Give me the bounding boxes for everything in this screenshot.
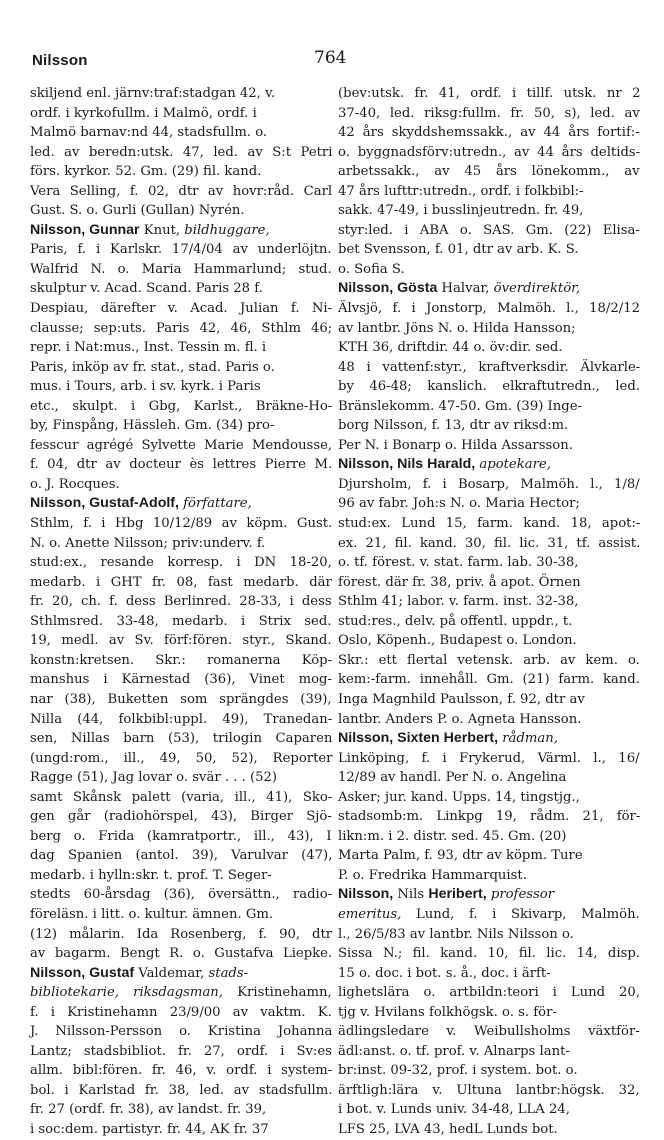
text-line bbox=[338, 104, 640, 124]
entry-text: medarb. i GHT fr. 08, fast medarb. där bbox=[30, 574, 332, 590]
text-line bbox=[30, 221, 332, 241]
entry-text: Knut, bbox=[139, 222, 185, 238]
entry-text: Älvsjö, f. i Jonstorp, Malmöh. l., 18/2/12 bbox=[338, 301, 640, 317]
text-line bbox=[30, 905, 332, 925]
text-line bbox=[30, 729, 332, 749]
text-line bbox=[30, 592, 332, 612]
entry-text: manshus i Kärnestad (36), Vinet mog- bbox=[30, 672, 332, 688]
entry-text: sen, Nillas barn (53), trilogin Caparen bbox=[30, 731, 333, 747]
entry-text: bol. i Karlstad fr. 38, led. av stadsfullm. bbox=[30, 1082, 333, 1098]
entry-text: ex. 21, fil. kand. 30, fil. lic. 31, tf. assist. bbox=[338, 535, 641, 551]
text-line bbox=[338, 397, 640, 417]
entry-text: 48 i vattenf:styr., kraftverksdir. Älvkarle- bbox=[338, 359, 641, 375]
text-line bbox=[30, 299, 332, 319]
entry-text: lantbr. Anders P. o. Agneta Hansson. bbox=[338, 711, 582, 727]
entry-text: Vera Selling, f. 02, dtr av hovr:råd. Carl bbox=[30, 183, 333, 199]
entry-headword: Nilsson, Gustaf-Adolf, bbox=[30, 495, 179, 512]
text-line bbox=[30, 827, 332, 847]
text-line bbox=[338, 749, 640, 769]
text-line bbox=[338, 612, 640, 632]
entry-text: Sissa N.; fil. kand. 10, fil. lic. 14, disp. bbox=[338, 946, 640, 962]
text-line bbox=[338, 358, 640, 378]
text-line bbox=[338, 827, 640, 847]
entry-text: ordf. i kyrkofullm. i Malmö, ordf. i bbox=[30, 105, 257, 121]
entry-text: (12) målarin. Ida Rosenberg, f. 90, dtr bbox=[30, 926, 333, 942]
entry-text: Asker; jur. kand. Upps. 14, tingstjg., bbox=[338, 789, 580, 805]
entry-text: Nilla (44, folkbibl:uppl. 49), Tranedan- bbox=[30, 711, 333, 727]
entry-text: 47 års lufttr:utredn., ordf. i folkbibl:- bbox=[338, 183, 584, 199]
entry-text: 12/89 av handl. Per N. o. Angelina bbox=[338, 770, 567, 786]
entry-text: Oslo, Köpenh., Budapest o. London. bbox=[338, 633, 577, 649]
running-head bbox=[32, 48, 642, 72]
entry-text: Bränslekomm. 47-50. Gm. (39) Inge- bbox=[338, 398, 582, 414]
text-line bbox=[338, 573, 640, 593]
entry-text: mus. i Tours, arb. i sv. kyrk. i Paris bbox=[30, 379, 261, 395]
text-line bbox=[338, 651, 640, 671]
text-line bbox=[30, 553, 332, 573]
entry-text: fr. 20, ch. f. dess Berlinred. 28-33, i dess bbox=[30, 594, 332, 610]
entry-occupation: apotekare, bbox=[479, 457, 551, 473]
text-line bbox=[338, 377, 640, 397]
text-line bbox=[338, 788, 640, 808]
text-line bbox=[338, 631, 640, 651]
text-line bbox=[30, 964, 332, 984]
entry-text: kem:-farm. innehåll. Gm. (21) farm. kand. bbox=[338, 672, 640, 688]
text-line bbox=[30, 201, 332, 221]
text-line bbox=[30, 143, 332, 163]
text-line bbox=[30, 807, 332, 827]
entry-headword: Heribert, bbox=[428, 886, 487, 903]
text-line bbox=[30, 866, 332, 886]
entry-text: stedts 60-årsdag (36), översättn., radio- bbox=[30, 887, 333, 903]
text-line bbox=[30, 573, 332, 593]
text-line bbox=[30, 162, 332, 182]
text-line bbox=[338, 866, 640, 886]
text-line bbox=[30, 768, 332, 788]
entry-text: av bagarm. Bengt R. o. Gustafva Liepke. bbox=[30, 946, 333, 962]
entry-text: f. i Kristinehamn 23/9/00 av vaktm. K. bbox=[30, 1004, 332, 1020]
entry-headword: Nilsson, bbox=[338, 886, 394, 903]
entry-text: N. o. Anette Nilsson; priv:underv. f. bbox=[30, 535, 266, 551]
text-line bbox=[30, 944, 332, 964]
entry-occupation: professor bbox=[490, 887, 555, 903]
entry-text: Paris, inköp av fr. stat., stad. Paris o. bbox=[30, 359, 275, 375]
entry-text: o. Sofia S. bbox=[338, 261, 405, 277]
text-line bbox=[338, 201, 640, 221]
text-line bbox=[30, 84, 332, 104]
entry-text: berg o. Frida (kamratportr., ill., 43), I bbox=[30, 828, 332, 844]
text-line bbox=[338, 514, 640, 534]
text-line bbox=[338, 1042, 640, 1062]
text-line bbox=[30, 710, 332, 730]
text-line bbox=[30, 279, 332, 299]
text-line bbox=[338, 1061, 640, 1081]
entry-text: likn:m. i 2. distr. sed. 45. Gm. (20) bbox=[338, 828, 567, 844]
text-line bbox=[30, 983, 332, 1003]
entry-text: br:inst. 09-32, prof. i system. bot. o. bbox=[338, 1063, 578, 1079]
text-line bbox=[338, 729, 640, 749]
entry-text: 19, medl. av Sv. förf:fören. styr., Skand. bbox=[30, 633, 332, 649]
entry-text: (bev:utsk. fr. 41, ordf. i tillf. utsk. nr 2 bbox=[338, 86, 641, 101]
entry-text: i soc:dem. partistyr. fr. 44, AK fr. 37 bbox=[30, 1121, 269, 1137]
entry-text: borg Nilsson, f. 13, dtr av riksd:m. bbox=[338, 418, 569, 434]
entry-text: Paris, f. i Karlskr. 17/4/04 av underlöjtn. bbox=[30, 242, 332, 258]
entry-text: Halvar, bbox=[437, 281, 494, 297]
text-line bbox=[338, 299, 640, 319]
entry-text: etc., skulpt. i Gbg, Karlst., Bräkne-Ho- bbox=[30, 398, 333, 414]
entry-text: Malmö barnav:nd 44, stadsfullm. o. bbox=[30, 125, 268, 141]
entry-text: av lantbr. Jöns N. o. Hilda Hansson; bbox=[338, 320, 576, 336]
entry-text: gen går (radiohörspel, 43), Birger Sjö- bbox=[30, 809, 332, 825]
text-line bbox=[30, 612, 332, 632]
entry-text: Per N. i Bonarp o. Hilda Assarsson. bbox=[338, 437, 573, 453]
text-line bbox=[338, 553, 640, 573]
entry-text: (ungd:rom., ill., 49, 50, 52), Reporter bbox=[30, 750, 333, 766]
entry-text: Ragge (51), Jag lovar o. svär . . . (52) bbox=[30, 770, 278, 786]
entry-text: Walfrid N. o. Maria Hammarlund; stud. bbox=[30, 261, 332, 277]
entry-text: repr. i Nat:mus., Inst. Tessin m. fl. i bbox=[30, 340, 267, 356]
entry-text: fr. 27 (ordf. fr. 38), av landst. fr. 39, bbox=[30, 1102, 267, 1118]
entry-text: Despiau, därefter v. Acad. Julian f. Ni- bbox=[30, 301, 333, 317]
entry-text: Gust. S. o. Gurli (Gullan) Nyrén. bbox=[30, 203, 245, 219]
entry-text: stud:ex. Lund 15, farm. kand. 18, apot:- bbox=[338, 516, 641, 532]
entry-text: by, Finspång, Hässleh. Gm. (34) pro- bbox=[30, 418, 275, 434]
text-line bbox=[338, 123, 640, 143]
text-line bbox=[30, 885, 332, 905]
text-line bbox=[338, 690, 640, 710]
text-line bbox=[338, 592, 640, 612]
entry-text: by 46-48; kanslich. elkraftutredn., led. bbox=[338, 379, 640, 395]
text-line bbox=[30, 749, 332, 769]
entry-text: Sthlm 41; labor. v. farm. inst. 32-38, bbox=[338, 594, 579, 610]
entry-text: lighetslära o. artbildn:teori i Lund 20, bbox=[338, 985, 641, 1001]
entry-text: allm. bibl:fören. fr. 46, v. ordf. i system- bbox=[30, 1063, 333, 1079]
entry-text: ädl:anst. o. tf. prof. v. Alnarps lant- bbox=[338, 1043, 570, 1059]
entry-text: Skr.: ett flertal vetensk. arb. av kem. o. bbox=[338, 652, 640, 668]
entry-text: f. 04, dtr av docteur ès lettres Pierre M. bbox=[30, 457, 333, 473]
text-line bbox=[30, 494, 332, 514]
entry-occupation: stads- bbox=[208, 965, 249, 981]
text-line bbox=[30, 436, 332, 456]
entry-text: KTH 36, driftdir. 44 o. öv:dir. sed. bbox=[338, 340, 563, 356]
entry-text: bet Svensson, f. 01, dtr av arb. K. S. bbox=[338, 242, 579, 258]
entry-occupation: författare, bbox=[183, 496, 252, 512]
text-line bbox=[338, 964, 640, 984]
text-line bbox=[30, 240, 332, 260]
entry-text: förest. där fr. 38, priv. å apot. Örnen bbox=[338, 574, 581, 590]
running-head-surname: Nilsson bbox=[32, 52, 88, 69]
entry-text: Lund, f. i Skivarp, Malmöh. bbox=[401, 906, 640, 922]
text-line bbox=[338, 944, 640, 964]
entry-occupation: emeritus, bbox=[338, 906, 402, 922]
text-line bbox=[30, 397, 332, 417]
text-line bbox=[30, 475, 332, 495]
entry-text: o. J. Rocques. bbox=[30, 476, 120, 492]
entry-text: 96 av fabr. Joh:s N. o. Maria Hector; bbox=[338, 496, 580, 512]
text-line bbox=[30, 651, 332, 671]
entry-text: Valdemar, bbox=[134, 965, 209, 981]
entry-text: J. Nilsson-Persson o. Kristina Johanna bbox=[30, 1024, 333, 1040]
text-line bbox=[338, 925, 640, 945]
entry-headword: Nilsson, Nils Harald, bbox=[338, 456, 476, 473]
text-line bbox=[30, 690, 332, 710]
text-line bbox=[338, 905, 640, 925]
entry-occupation: överdirektör, bbox=[493, 281, 581, 297]
entry-text: styr:led. i ABA o. SAS. Gm. (22) Elisa- bbox=[338, 222, 640, 238]
text-line bbox=[30, 260, 332, 280]
entry-text: o. tf. förest. v. stat. farm. lab. 30-38, bbox=[338, 555, 579, 571]
text-line bbox=[338, 455, 640, 475]
entry-occupation: bildhuggare, bbox=[184, 222, 270, 238]
entry-text: Sthlmsred. 33-48, medarb. i Strix sed. bbox=[30, 613, 332, 629]
entry-text: sakk. 47-49, i busslinjeutredn. fr. 49, bbox=[338, 203, 584, 219]
text-line bbox=[30, 514, 332, 534]
entry-text: samt Skånsk palett (varia, ill., 41), Sko- bbox=[30, 789, 333, 805]
entry-text: stud:ex., resande korresp. i DN 18-20, bbox=[30, 555, 332, 571]
entry-text: o. byggnadsförv:utredn., av 44 års deltids- bbox=[338, 144, 641, 160]
text-line bbox=[30, 534, 332, 554]
entry-text: clausse; sep:uts. Paris 42, 46, Sthlm 46; bbox=[30, 320, 333, 336]
entry-text: föreläsn. i litt. o. kultur. ämnen. Gm. bbox=[30, 906, 274, 922]
entry-text: arbetssakk., av 45 års lönekomm., av bbox=[338, 164, 640, 180]
text-line bbox=[338, 670, 640, 690]
text-line bbox=[338, 494, 640, 514]
entry-text: förs. kyrkor. 52. Gm. (29) fil. kand. bbox=[30, 164, 262, 180]
text-line bbox=[30, 358, 332, 378]
entry-headword: Nilsson, Gösta bbox=[338, 280, 438, 297]
text-line bbox=[338, 240, 640, 260]
text-line bbox=[30, 123, 332, 143]
text-line bbox=[30, 338, 332, 358]
entry-text: led. av beredn:utsk. 47, led. av S:t Petri bbox=[30, 144, 333, 160]
entry-text: LFS 25, LVA 43, hedL Lunds bot. bbox=[338, 1121, 558, 1137]
text-line bbox=[30, 1100, 332, 1120]
entry-text: P. o. Fredrika Hammarquist. bbox=[338, 867, 527, 883]
text-line bbox=[338, 319, 640, 339]
text-line bbox=[338, 475, 640, 495]
text-line bbox=[30, 788, 332, 808]
text-line bbox=[30, 1042, 332, 1062]
entry-headword: Nilsson, Gunnar bbox=[30, 221, 140, 238]
entry-text: 37-40, led. riksg:fullm. fr. 50, s), led. av bbox=[338, 105, 640, 121]
text-line bbox=[30, 455, 332, 475]
text-line bbox=[30, 319, 332, 339]
entry-text: i bot. v. Lunds univ. 34-48, LLA 24, bbox=[338, 1102, 570, 1118]
page-number: 764 bbox=[314, 48, 347, 68]
text-line bbox=[338, 1100, 640, 1120]
text-line bbox=[338, 436, 640, 456]
text-line bbox=[338, 84, 640, 104]
entry-text: Lantz; stadsbibliot. fr. 27, ordf. i Sv:es bbox=[30, 1043, 332, 1059]
text-line bbox=[30, 416, 332, 436]
entry-text: Djursholm, f. i Bosarp, Malmöh. l., 1/8/ bbox=[338, 476, 640, 492]
entry-text: stadsomb:m. Linkpg 19, rådm. 21, för- bbox=[338, 809, 641, 825]
entry-text: ärftligh:lära v. Ultuna lantbr:högsk. 32, bbox=[338, 1082, 640, 1098]
entry-headword: Nilsson, Sixten Herbert, bbox=[338, 730, 499, 747]
text-line bbox=[338, 885, 640, 905]
entry-text: 42 års skyddshemssakk., av 44 års fortif:- bbox=[338, 125, 640, 141]
text-line bbox=[30, 1120, 332, 1140]
text-line bbox=[30, 377, 332, 397]
text-line bbox=[338, 279, 640, 299]
text-line bbox=[338, 1120, 640, 1140]
text-line bbox=[338, 143, 640, 163]
entry-text: stud:res., delv. på offentl. uppdr., t. bbox=[338, 613, 573, 629]
entry-text: Sthlm, f. i Hbg 10/12/89 av köpm. Gust. bbox=[30, 516, 333, 532]
entry-text: l., 26/5/83 av lantbr. Nils Nilsson o. bbox=[338, 926, 574, 942]
entry-text: medarb. i hylln:skr. t. prof. T. Seger- bbox=[30, 867, 272, 883]
text-line bbox=[338, 1003, 640, 1023]
entry-text: ädlingsledare v. Weibullsholms växtför- bbox=[338, 1024, 640, 1040]
text-line bbox=[338, 983, 640, 1003]
text-line bbox=[338, 338, 640, 358]
text-line bbox=[30, 670, 332, 690]
text-line bbox=[338, 260, 640, 280]
entry-text: dag Spanien (antol. 39), Varulvar (47), bbox=[30, 848, 333, 864]
text-line bbox=[338, 710, 640, 730]
entry-text: nar (38), Buketten som sprängdes (39), bbox=[30, 691, 332, 707]
left-column bbox=[30, 84, 332, 1140]
text-line bbox=[338, 182, 640, 202]
entry-text: skiljend enl. järnv:traf:stadgan 42, v. bbox=[30, 86, 276, 101]
entry-text: Marta Palm, f. 93, dtr av köpm. Ture bbox=[338, 848, 583, 864]
text-line bbox=[338, 1022, 640, 1042]
text-line bbox=[30, 182, 332, 202]
text-line bbox=[338, 162, 640, 182]
entry-headword: Nilsson, Gustaf bbox=[30, 964, 135, 981]
text-line bbox=[338, 807, 640, 827]
text-line bbox=[338, 534, 640, 554]
entry-text: Nils bbox=[393, 887, 429, 903]
entry-occupation: rådman, bbox=[502, 731, 558, 747]
entry-text: Linköping, f. i Frykerud, Värml. l., 16/ bbox=[338, 750, 640, 766]
text-line bbox=[30, 631, 332, 651]
entry-text: Kristinehamn, bbox=[223, 985, 332, 1001]
right-column bbox=[338, 84, 640, 1140]
text-line bbox=[30, 104, 332, 124]
text-line bbox=[30, 925, 332, 945]
text-line bbox=[338, 416, 640, 436]
text-line bbox=[30, 846, 332, 866]
entry-text: Inga Magnhild Paulsson, f. 92, dtr av bbox=[338, 691, 585, 707]
text-line bbox=[338, 768, 640, 788]
entry-occupation: bibliotekarie, riksdagsman, bbox=[30, 985, 223, 1001]
entry-text: fesscur agrégé Sylvette Marie Mendousse, bbox=[30, 437, 333, 453]
entry-text: konstn:kretsen. Skr.: romanerna Köp- bbox=[30, 652, 333, 668]
text-line bbox=[30, 1061, 332, 1081]
text-line bbox=[30, 1022, 332, 1042]
entry-text: tjg v. Hvilans folkhögsk. o. s. för- bbox=[338, 1004, 557, 1020]
text-line bbox=[338, 221, 640, 241]
entry-text: skulptur v. Acad. Scand. Paris 28 f. bbox=[30, 281, 263, 297]
entry-text: 15 o. doc. i bot. s. å., doc. i ärft- bbox=[338, 965, 551, 981]
text-line bbox=[338, 846, 640, 866]
text-line bbox=[30, 1003, 332, 1023]
